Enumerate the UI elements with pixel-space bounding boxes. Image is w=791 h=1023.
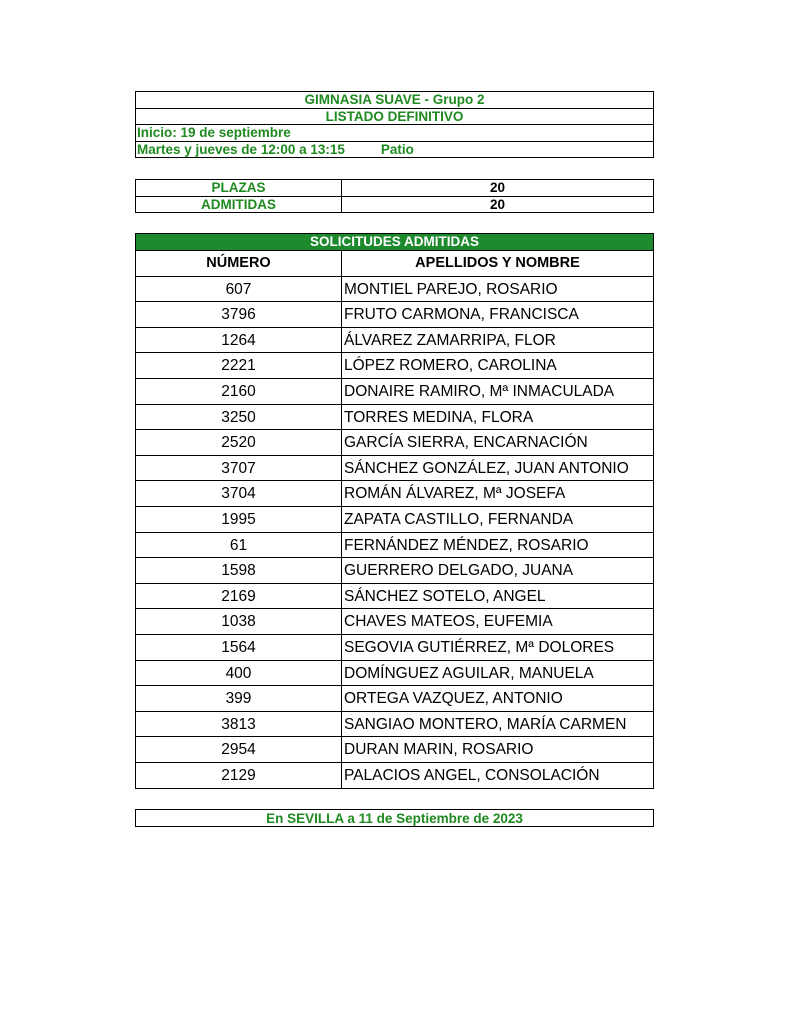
table-row xyxy=(136,507,653,533)
applicant-number: 607 xyxy=(136,277,342,302)
applicant-number: 2954 xyxy=(136,737,342,762)
applicant-number: 1038 xyxy=(136,609,342,634)
table-row xyxy=(136,712,653,738)
applicant-number: 400 xyxy=(136,661,342,686)
applicant-number: 1995 xyxy=(136,507,342,532)
table-row xyxy=(136,456,653,482)
start-date: Inicio: 19 de septiembre xyxy=(136,125,653,142)
applicant-name: DURAN MARIN, ROSARIO xyxy=(344,741,534,759)
applicant-name: ROMÁN ÁLVAREZ, Mª JOSEFA xyxy=(344,485,566,503)
table-row xyxy=(136,481,653,507)
table-row xyxy=(136,328,653,354)
table-row xyxy=(136,533,653,559)
admitidas-row xyxy=(136,197,653,214)
applicant-name: LÓPEZ ROMERO, CAROLINA xyxy=(344,357,557,375)
plazas-label: PLAZAS xyxy=(136,180,342,196)
table-row xyxy=(136,558,653,584)
applicant-number: 1264 xyxy=(136,328,342,353)
applicant-name: DONAIRE RAMIRO, Mª INMACULADA xyxy=(344,382,615,400)
applicant-number: 3250 xyxy=(136,405,342,430)
admitidas-label: ADMITIDAS xyxy=(136,197,342,214)
table-row xyxy=(136,686,653,712)
applicant-number: 1598 xyxy=(136,558,342,583)
table-row xyxy=(136,635,653,661)
applicant-name: SEGOVIA GUTIÉRREZ, Mª DOLORES xyxy=(344,638,615,656)
table-row xyxy=(136,763,653,789)
table-row xyxy=(136,430,653,456)
table-row xyxy=(136,379,653,405)
applicant-number: 1564 xyxy=(136,635,342,660)
schedule-row xyxy=(136,142,653,159)
admitidas-value: 20 xyxy=(489,196,506,212)
applicant-name: FRUTO CARMONA, FRANCISCA xyxy=(344,306,579,324)
table-row xyxy=(136,353,653,379)
table-row xyxy=(136,661,653,687)
applicant-number: 3704 xyxy=(136,481,342,506)
column-header-name: APELLIDOS Y NOMBRE xyxy=(415,255,580,271)
applicant-name: ÁLVAREZ ZAMARRIPA, FLOR xyxy=(344,331,556,349)
plazas-value: 20 xyxy=(489,180,506,195)
applicant-number: 2160 xyxy=(136,379,342,404)
applicant-name: SANGIAO MONTERO, MARÍA CARMEN xyxy=(344,715,627,733)
column-header-number: NÚMERO xyxy=(136,251,342,276)
header-box xyxy=(135,91,654,158)
applicant-number: 3707 xyxy=(136,456,342,481)
applicant-name: TORRES MEDINA, FLORA xyxy=(344,408,534,426)
applicant-name: ZAPATA CASTILLO, FERNANDA xyxy=(344,510,574,528)
plazas-row xyxy=(136,180,653,197)
applicant-name: FERNÁNDEZ MÉNDEZ, ROSARIO xyxy=(344,536,589,554)
applicant-name: PALACIOS ANGEL, CONSOLACIÓN xyxy=(344,766,600,784)
table-row xyxy=(136,609,653,635)
applicant-name: ORTEGA VAZQUEZ, ANTONIO xyxy=(344,690,563,708)
table-row xyxy=(136,302,653,328)
applicant-name: GUERRERO DELGADO, JUANA xyxy=(344,562,574,580)
applicant-number: 399 xyxy=(136,686,342,711)
table-row xyxy=(136,584,653,610)
schedule-text: Martes y jueves de 12:00 a 13:15 xyxy=(137,141,345,157)
capacity-box xyxy=(135,179,654,213)
course-title: GIMNASIA SUAVE - Grupo 2 xyxy=(136,92,653,109)
table-row xyxy=(136,737,653,763)
table-banner: SOLICITUDES ADMITIDAS xyxy=(136,234,653,251)
table-body xyxy=(136,277,653,789)
applicant-number: 2129 xyxy=(136,763,342,789)
applicant-number: 61 xyxy=(136,533,342,558)
applicant-name: MONTIEL PAREJO, ROSARIO xyxy=(344,280,558,298)
applicant-name: CHAVES MATEOS, EUFEMIA xyxy=(344,613,553,631)
applicant-number: 2221 xyxy=(136,353,342,378)
applicant-number: 3813 xyxy=(136,712,342,737)
applicant-name: SÁNCHEZ GONZÁLEZ, JUAN ANTONIO xyxy=(344,459,629,477)
footer-signature: En SEVILLA a 11 de Septiembre de 2023 xyxy=(135,809,654,827)
applicant-name: SÁNCHEZ SOTELO, ANGEL xyxy=(344,587,546,605)
applicant-name: GARCÍA SIERRA, ENCARNACIÓN xyxy=(344,434,588,452)
applicant-number: 2169 xyxy=(136,584,342,609)
applicant-number: 3796 xyxy=(136,302,342,327)
admitted-table xyxy=(135,233,654,789)
list-subtitle: LISTADO DEFINITIVO xyxy=(136,109,653,126)
applicant-name: DOMÍNGUEZ AGUILAR, MANUELA xyxy=(344,664,594,682)
applicant-number: 2520 xyxy=(136,430,342,455)
location-text: Patio xyxy=(380,141,414,157)
table-row xyxy=(136,277,653,303)
table-header-row xyxy=(136,251,653,277)
table-row xyxy=(136,405,653,431)
